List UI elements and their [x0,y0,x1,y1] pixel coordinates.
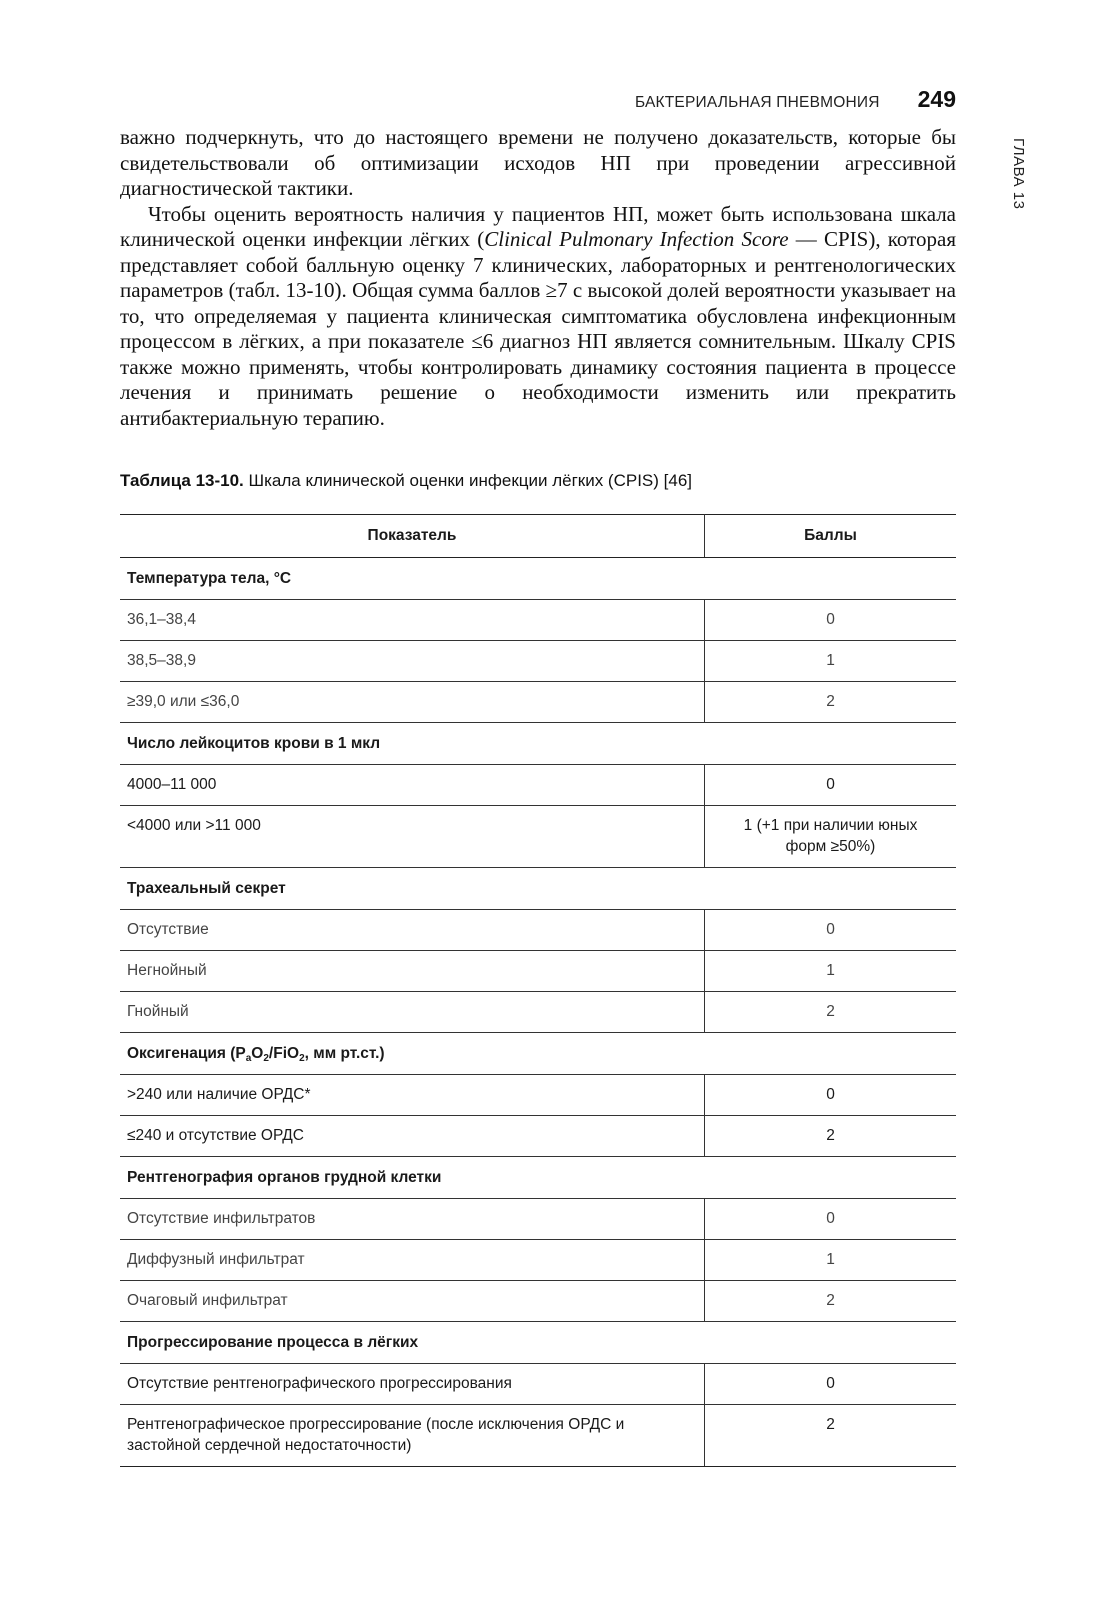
param-cell: Рентгенографическое прогрессирование (после исключения ОРДС и застойной сердечной недостаточности) [120,1405,705,1467]
table-row [120,1199,956,1240]
score-cell: 0 [705,910,957,951]
param-cell: >240 или наличие ОРДС* [120,1075,705,1116]
score-cell: 2 [705,1116,957,1157]
param-cell: Гнойный [120,992,705,1033]
param-cell: Очаговый инфильтрат [120,1281,705,1322]
section-title: Число лейкоцитов крови в 1 мкл [120,723,956,765]
score-cell: 1 [705,951,957,992]
param-cell: <4000 или >11 000 [120,806,705,868]
section-row-xray [120,1157,956,1199]
section-row-secretion [120,868,956,910]
section-title [120,1033,956,1075]
param-cell: 36,1–38,4 [120,600,705,641]
paragraph-2 [120,202,956,432]
table-row [120,1240,956,1281]
score-cell: 0 [705,1364,957,1405]
score-cell: 2 [705,682,957,723]
score-cell: 2 [705,1281,957,1322]
title-part: , мм рт.ст.) [304,1045,385,1062]
section-title: Трахеальный секрет [120,868,956,910]
section-title: Прогрессирование процесса в лёгких [120,1322,956,1364]
page-number: 249 [917,86,956,112]
table-row [120,641,956,682]
score-cell: 0 [705,600,957,641]
table-caption-label: Таблица 13-10. [120,471,244,490]
table-row [120,806,956,868]
cpis-table [120,514,956,1467]
running-title: БАКТЕРИАЛЬНАЯ ПНЕВМОНИЯ [634,94,880,111]
param-cell: Отсутствие инфильтратов [120,1199,705,1240]
param-cell: Отсутствие [120,910,705,951]
table-header-row [120,515,956,558]
table-row [120,1116,956,1157]
table-row [120,600,956,641]
subscript: a [245,1053,252,1064]
table-row [120,1405,956,1467]
table-row [120,992,956,1033]
param-cell: 4000–11 000 [120,765,705,806]
title-part: Оксигенация (P [127,1045,246,1062]
param-cell: ≤240 и отсутствие ОРДС [120,1116,705,1157]
table-row [120,682,956,723]
title-part: O [251,1045,264,1062]
score-cell: 1 [705,641,957,682]
score-cell: 1 (+1 при наличии юных форм ≥50%) [705,806,957,868]
column-header-score: Баллы [705,515,957,558]
paragraph-2-italic: Clinical Pulmonary Infection Score [484,227,789,251]
paragraph-2-part-a: Чтобы оценить вероятность наличия у пациентов НП, может быть использована шкала клинической оценки инфекции лёгких ( [120,201,956,251]
param-cell: 38,5–38,9 [120,641,705,682]
column-header-param: Показатель [120,515,705,558]
score-cell: 0 [705,1075,957,1116]
param-cell: ≥39,0 или ≤36,0 [120,682,705,723]
section-title: Температура тела, °С [120,558,956,600]
table-row [120,765,956,806]
section-title: Рентгенография органов грудной клетки [120,1157,956,1199]
page-header [120,86,956,120]
score-cell: 2 [705,1405,957,1467]
table-row [120,1364,956,1405]
section-row-oxygenation [120,1033,956,1075]
param-cell: Негнойный [120,951,705,992]
score-cell: 0 [705,1199,957,1240]
param-cell: Диффузный инфильтрат [120,1240,705,1281]
section-row-leukocytes [120,723,956,765]
subscript: 2 [263,1053,269,1064]
body-text [120,125,956,431]
title-part: /FiO [268,1045,300,1062]
section-row-temperature [120,558,956,600]
score-cell: 1 [705,1240,957,1281]
paragraph-2-part-b: — CPIS), которая представляет собой балльную оценку 7 клинических, лабораторных и рентгенологических параметров (табл. 13-10). Общая сумма баллов ≥7 с высокой долей вероятности указывает на то, что определяемая у пациента клиническая симптоматика обусловлена инфекционным процессом в лёгких, а при показателе ≤6 диагноз НП является сомнительным. Шкалу CPIS также можно применять, чтобы контролировать динамику состояния пациента в процессе лечения и принимать решение о необходимости изменить или прекратить антибактериальную терапию. [120,227,957,430]
table-row [120,951,956,992]
subscript: 2 [299,1053,305,1064]
param-cell: Отсутствие рентгенографического прогрессирования [120,1364,705,1405]
section-row-progression [120,1322,956,1364]
table-row [120,1281,956,1322]
table-caption [120,471,956,491]
paragraph-1: важно подчеркнуть, что до настоящего времени не получено доказательств, которые бы свидетельствовали об оптимизации исходов НП при проведении агрессивной диагностической тактики. [120,125,956,200]
chapter-side-tab: ГЛАВА 13 [1010,138,1027,210]
table-row [120,910,956,951]
table-caption-text: Шкала клинической оценки инфекции лёгких (CPIS) [46] [243,471,693,490]
score-cell: 2 [705,992,957,1033]
score-cell: 0 [705,765,957,806]
table-row [120,1075,956,1116]
